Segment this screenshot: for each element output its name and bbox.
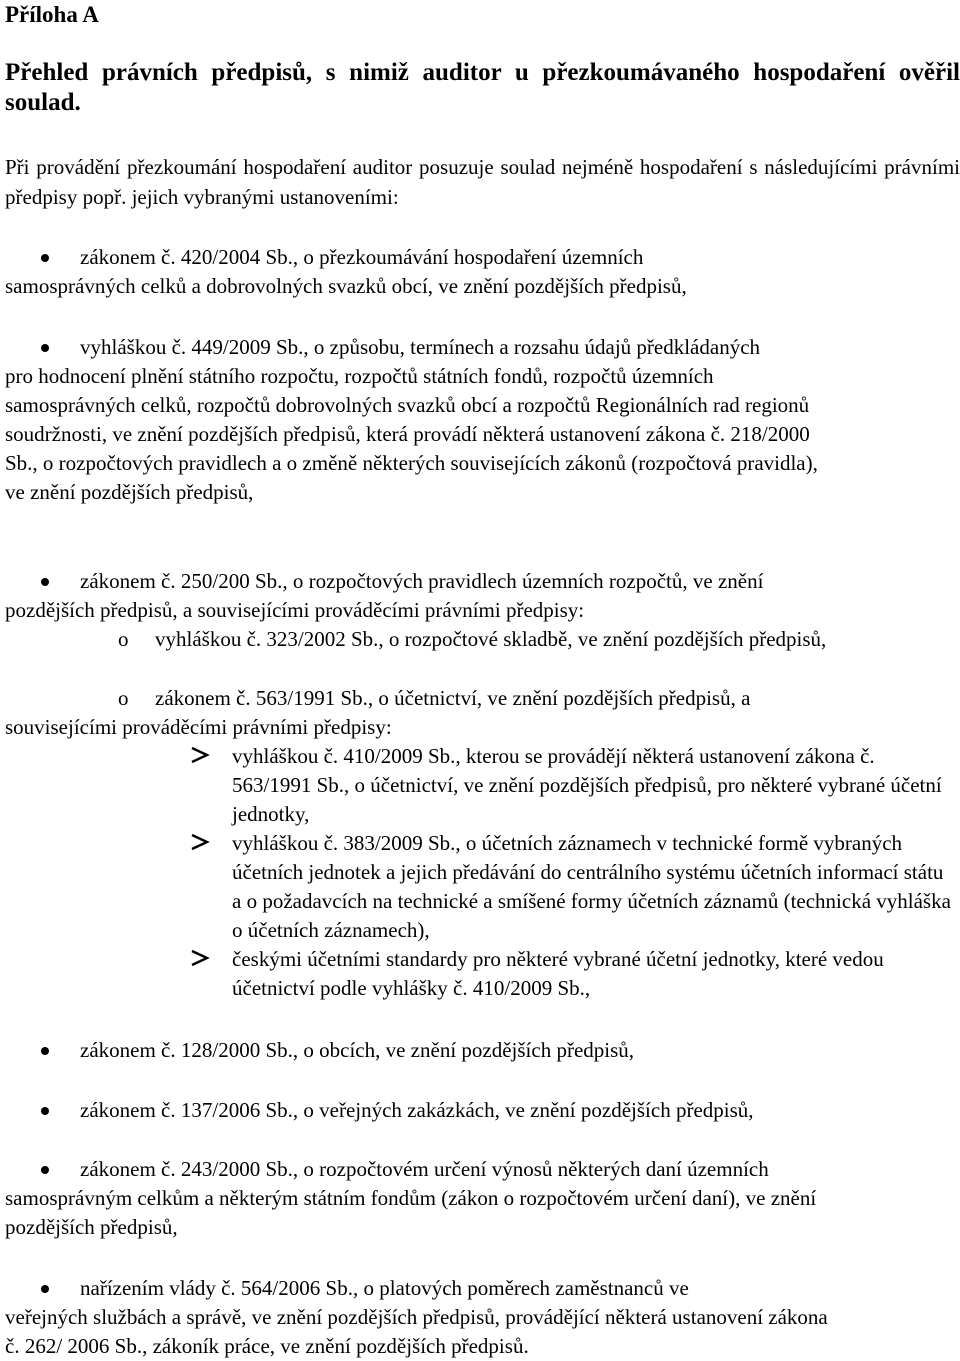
list-item: [5, 1274, 960, 1361]
list-item: [5, 243, 960, 301]
list-item-continuation: pozdějších předpisů, a souvisejícími prováděcími právními předpisy:: [5, 598, 585, 622]
arrow-list-item: českými účetními standardy pro některé vybrané účetní jednotky, které vedou účetnictví podle vyhlášky č. 410/2009 Sb.,: [232, 947, 884, 1000]
list-item-first-line: vyhláškou č. 449/2009 Sb., o způsobu, termínech a rozsahu údajů předkládaných: [80, 335, 761, 359]
arrow-bullet-icon: [190, 833, 210, 851]
arrow-bullet-icon: [190, 949, 210, 967]
list-item-first-line: zákonem č. 420/2004 Sb., o přezkoumávání hospodaření územních: [80, 245, 644, 269]
list-item-continuation: pro hodnocení plnění státního rozpočtu, rozpočtů státních fondů, rozpočtů územních samosprávných celků, rozpočtů dobrovolných svazků obcí a rozpočtů Regionálních rad regionů soudržnosti, ve znění pozdějších předpisů, která provádí některá ustanovení zákona č. 218/2000 Sb., o rozpočtových pravidlech a o změně některých souvisejících zákonů (rozpočtová pravidla), ve znění pozdějších předpisů,: [5, 364, 818, 504]
bullet-icon: [41, 1166, 49, 1174]
bullet-icon: [41, 1107, 49, 1115]
bullet-icon: [41, 344, 49, 352]
bullet-icon: [41, 578, 49, 586]
list-item-first-line: zákonem č. 250/200 Sb., o rozpočtových pravidlech územních rozpočtů, ve znění: [80, 569, 764, 593]
bullet-icon: [41, 1047, 49, 1055]
bullet-icon: [41, 254, 49, 262]
sub-list-item: vyhláškou č. 323/2002 Sb., o rozpočtové skladbě, ve znění pozdějších předpisů,: [155, 627, 827, 651]
sub-list-item: zákonem č. 563/1991 Sb., o účetnictví, ve znění pozdějších předpisů, a: [155, 686, 751, 710]
main-heading: Přehled právních předpisů, s nimiž auditor u přezkoumávaného hospodaření ověřil soulad.: [5, 59, 960, 116]
sub-list-item-continuation: souvisejícími prováděcími právními předpisy:: [5, 715, 392, 739]
intro-paragraph: Při provádění přezkoumání hospodaření auditor posuzuje soulad nejméně hospodaření s následujícími právními předpisy popř. jejich vybranými ustanoveními:: [5, 155, 960, 209]
appendix-title: Příloha A: [5, 2, 99, 27]
list-item-continuation: veřejných službách a správě, ve znění pozdějších předpisů, provádějící některá ustanovení zákona č. 262/ 2006 Sb., zákoník práce, ve znění pozdějších předpisů.: [5, 1305, 828, 1358]
list-item: [5, 1155, 960, 1242]
arrow-bullet-icon: [190, 746, 210, 764]
list-item: [5, 1096, 960, 1125]
sub-bullet-icon: o: [118, 627, 129, 651]
list-item-first-line: zákonem č. 128/2000 Sb., o obcích, ve znění pozdějších předpisů,: [80, 1038, 635, 1062]
arrow-list-item: vyhláškou č. 410/2009 Sb., kterou se provádějí některá ustanovení zákona č. 563/1991 Sb., o účetnictví, ve znění pozdějších předpisů, pro některé vybrané účetní jednotky,: [232, 744, 942, 826]
list-item: [5, 333, 960, 507]
list-item: [5, 1036, 960, 1065]
list-item-first-line: nařízením vlády č. 564/2006 Sb., o platových poměrech zaměstnanců ve: [80, 1276, 689, 1300]
list-item: [5, 567, 960, 625]
list-item-first-line: zákonem č. 243/2000 Sb., o rozpočtovém určení výnosů některých daní územních: [80, 1157, 769, 1181]
list-item-first-line: zákonem č. 137/2006 Sb., o veřejných zakázkách, ve znění pozdějších předpisů,: [80, 1098, 754, 1122]
list-item-continuation: samosprávným celkům a některým státním fondům (zákon o rozpočtovém určení daní), ve znění pozdějších předpisů,: [5, 1186, 817, 1239]
arrow-list-item: vyhláškou č. 383/2009 Sb., o účetních záznamech v technické formě vybraných účetních jednotek a jejich předávání do centrálního systému účetních informací státu a o požadavcích na technické a smíšené formy účetních záznamů (technická vyhláška o účetních záznamech),: [232, 831, 951, 942]
list-item-continuation: samosprávných celků a dobrovolných svazků obcí, ve znění pozdějších předpisů,: [5, 274, 687, 298]
sub-bullet-icon: o: [118, 686, 129, 710]
bullet-icon: [41, 1285, 49, 1293]
